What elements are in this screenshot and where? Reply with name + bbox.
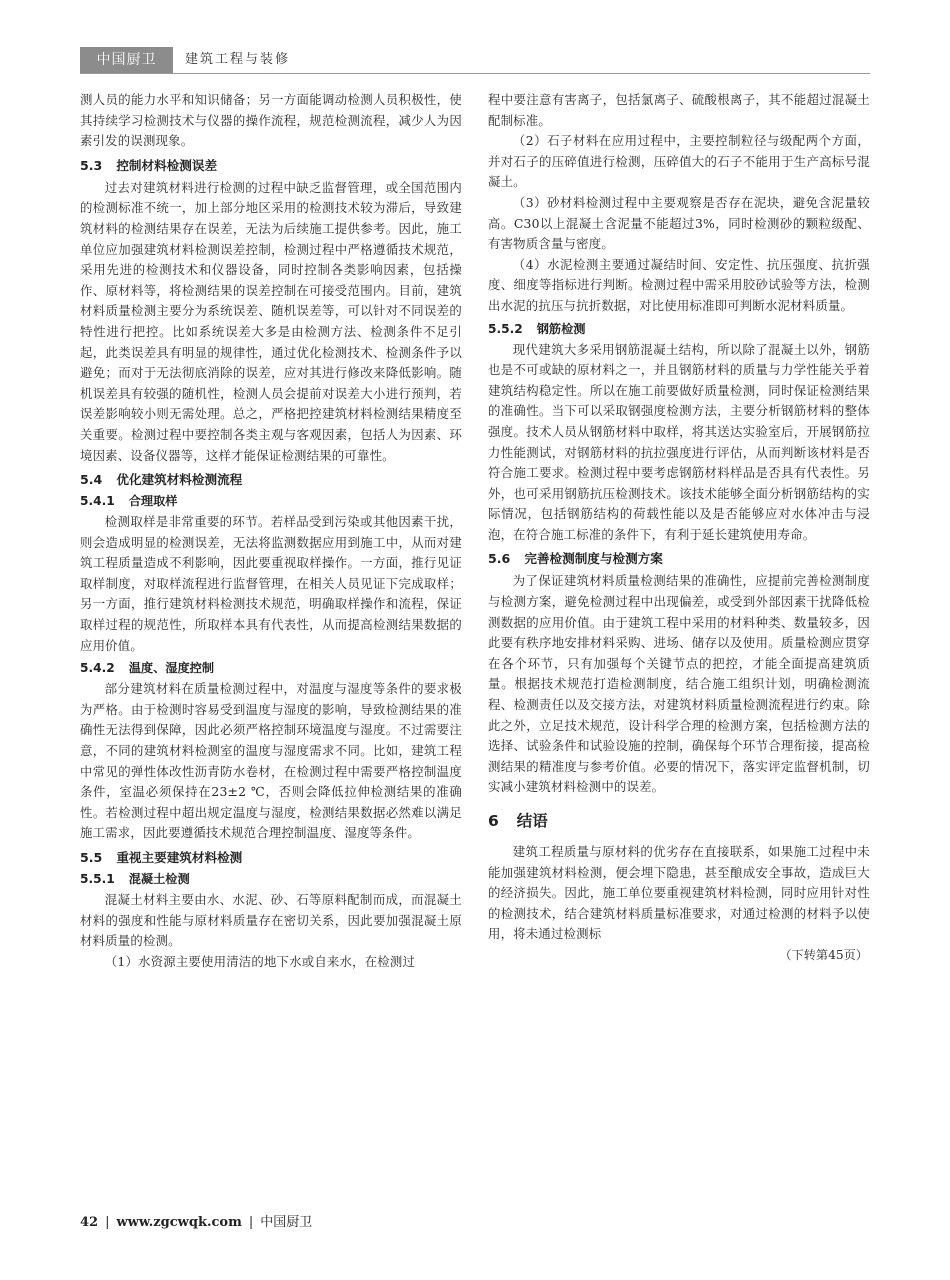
page-footer: 42 | www.zgcwqk.com | 中国厨卫 (80, 1215, 313, 1230)
footer-journal: 中国厨卫 (260, 1215, 313, 1230)
heading-5-5 (80, 848, 462, 867)
section-number: 5.4.1 (80, 494, 115, 509)
section-title: 混凝土检测 (128, 872, 190, 886)
paragraph-5-5-1-item-1: （1）水资源主要使用清洁的地下水或自来水，在检测过 (104, 953, 416, 969)
heading-5-5-1 (80, 870, 462, 888)
section-number: 5.3 (80, 157, 103, 173)
section-number: 6 (488, 812, 499, 830)
paragraph-item-4: （4）水泥检测主要通过凝结时间、安定性、抗压强度、抗折强度、细度等指标进行判断。检测过程中需采用胶砂试验等方法，检测出水泥的抗压与抗折数据，对比使用标准即可判断水泥材料质量。 (488, 256, 870, 313)
heading-5-5-2 (488, 320, 870, 338)
section-number: 5.5 (80, 850, 103, 865)
section-number: 5.5.2 (488, 321, 523, 336)
running-header (80, 47, 870, 74)
journal-badge: 中国厨卫 (80, 47, 173, 73)
paragraph-5-3: 过去对建筑材料进行检测的过程中缺乏监督管理，或全国范围内的检测标准不统一，加上部分地区采用的检测技术较为滞后，导致建筑材料的检测结果存在误差，无法为后续施工提供参考。因此，施工单位应加强建筑材料检测误差控制，检测过程中严格遵循技术规范，采用先进的检测技术和仪器设备，同时控制各类影响因素，包括操作、原材料等，将检测结果的误差控制在可接受范围内。目前，建筑材料质量检测主要分为系统误差、随机误差等，可以针对不同误差的特性进行把控。比如系统误差大多是由检测方法、检测条件不足引起，此类误差具有明显的规律性，通过优化检测技术、检测条件予以避免；而对于无法彻底消除的误差，应对其进行修改来降低影响。随机误差具有较强的随机性，检测人员会提前对误差大小进行预判，若误差影响较小则无需处理。总之，严格把控建筑材料检测结果精度至关重要。检测过程中要控制各类主观与客观因素，包括人为因素、环境因素、设备仪器等，这样才能保证检测结果的可靠性。 (80, 179, 462, 463)
paragraph-5-5-2: 现代建筑大多采用钢筋混凝土结构，所以除了混凝土以外，钢筋也是不可或缺的原材料之一，并且钢筋材料的质量与力学性能关乎着建筑结构稳定性。所以在施工前要做好质量检测，同时保证检测结果的准确性。当下可以采取钢强度检测方法，主要分析钢筋材料的整体强度。技术人员从钢筋材料中取样，将其送达实验室后，开展钢筋拉力性能测试，对钢筋材料的抗拉强度进行评估，从而判断该材料是否符合施工要求。检测过程中要考虑钢筋材料样品是否具有代表性。另外，也可采用钢筋抗压检测技术。该技术能够全面分析钢筋结构的实际情况，包括钢筋结构的荷载性能以及是否能够应对水体冲击与浸泡，在符合施工标准的条件下，有利于延长建筑使用寿命。 (488, 341, 870, 542)
section-title: 重视主要建筑材料检测 (116, 850, 243, 865)
paragraph-intro: 测人员的能力水平和知识储备；另一方面能调动检测人员积极性，使其持续学习检测技术与仪器的操作流程，规范检测流程，减少人为因素引发的误测现象。 (80, 92, 462, 149)
continued-note: （下转第45页） (779, 947, 868, 962)
heading-5-4-2 (80, 659, 462, 677)
heading-5-6 (488, 549, 870, 568)
paragraph-5-4-1: 检测取样是非常重要的环节。若样品受到污染或其他因素干扰，则会造成明显的检测误差，无法将监测数据应用到施工中，从而对建筑工程质量造成不利影响，因此要重视取样操作。一方面，推行见证取样制度，对取样流程进行监督管理，在相关人员见证下完成取样；另一方面，推行建筑材料检测技术规范，明确取样操作和流程，保证取样过程的规范性，所取样本具有代表性，从而提高检测结果数据的应用价值。 (80, 514, 462, 653)
section-number: 5.4 (80, 472, 103, 488)
right-column (488, 90, 870, 965)
section-title: 完善检测制度与检测方案 (524, 551, 663, 567)
section-title: 结语 (516, 812, 548, 830)
section-number: 5.4.2 (80, 661, 115, 676)
heading-6 (488, 810, 870, 832)
paragraph-5-6: 为了保证建筑材料质量检测结果的准确性，应提前完善检测制度与检测方案，避免检测过程中出现偏差，或受到外部因素干扰降低检测数据的应用价值。由于建筑工程中采用的材料种类、数量较多，因此要有秩序地安排材料采购、进场、储存以及使用。质量检测应贯穿在各个环节，只有加强每个关键节点的把控，才能全面提高建筑质量。根据技术规范打造检测制度，结合施工组织计划，明确检测流程、检测责任以及交接方法，对建筑材料质量检测流程进行约束。除此之外，立足技术规范，设计科学合理的检测方案，包括检测方法的选择、试验条件和试验设施的控制，确保每个环节合理衔接，提高检测结果的精准度与参考价值。必要的情况下，落实评定监督机制，切实减小建筑材料检测中的误差。 (488, 573, 870, 795)
paragraph-item-2: （2）石子材料在应用过程中，主要控制粒径与级配两个方面，并对石子的压碎值进行检测，压碎值大的石子不能用于生产高标号混凝土。 (488, 133, 870, 190)
section-number: 5.5.1 (80, 872, 115, 886)
section-title: 建筑工程与装修 (185, 52, 291, 67)
website-link[interactable]: www.zgcwqk.com (116, 1215, 242, 1230)
paragraph-5-4-2: 部分建筑材料在质量检测过程中，对温度与湿度等条件的要求极为严格。由于检测时容易受到温度与湿度的影响，导致检测结果的准确性无法得到保障，因此必须严格控制环境温度与湿度。不过需要注意，不同的建筑材料检测室的温度与湿度需求不同。比如，建筑工程中常见的弹性体改性沥青防水卷材，在检测过程中需要严格控制温度条件，室温必须保持在23±2 ℃，否则会降低拉伸检测结果的准确性。若检测过程中超出规定温度与湿度，检测结果数据必然难以满足施工需求，因此要遵循技术规范合理控制温度、湿度等条件。 (80, 681, 462, 841)
paragraph-5-5-1: 混凝土材料主要由水、水泥、砂、石等原料配制而成，而混凝土材料的强度和性能与原材料质量存在密切关系，因此要加强混凝土原材料质量的检测。 (80, 892, 462, 949)
section-title: 优化建筑材料检测流程 (116, 472, 243, 488)
section-title: 钢筋检测 (536, 321, 586, 336)
heading-5-3 (80, 156, 462, 175)
heading-5-4-1 (80, 492, 462, 510)
paragraph-continued: 程中要注意有害离子，包括氯离子、硫酸根离子，其不能超过混凝土配制标准。 (488, 92, 870, 128)
section-number: 5.6 (488, 551, 511, 567)
paragraph-item-3: （3）砂材料检测过程中主要观察是否存在泥块，避免含泥量较高。C30以上混凝土含泥量不能超过3%，同时检测砂的颗粒级配、有害物质含量与密度。 (488, 194, 870, 252)
page-number: 42 (80, 1215, 99, 1230)
section-title: 合理取样 (128, 494, 178, 509)
left-column (80, 90, 462, 972)
section-title: 温度、湿度控制 (128, 661, 215, 676)
heading-5-4 (80, 470, 462, 489)
section-title: 控制材料检测误差 (116, 157, 218, 173)
paragraph-6: 建筑工程质量与原材料的优劣存在直接联系，如果施工过程中未能加强建筑材料检测，便会埋下隐患，甚至酿成安全事故，造成巨大的经济损失。因此，施工单位要重视建筑材料检测，同时应用针对性的检测技术，结合建筑材料质量标准要求，对通过检测的材料予以使用，将未通过检测标 (488, 844, 870, 942)
